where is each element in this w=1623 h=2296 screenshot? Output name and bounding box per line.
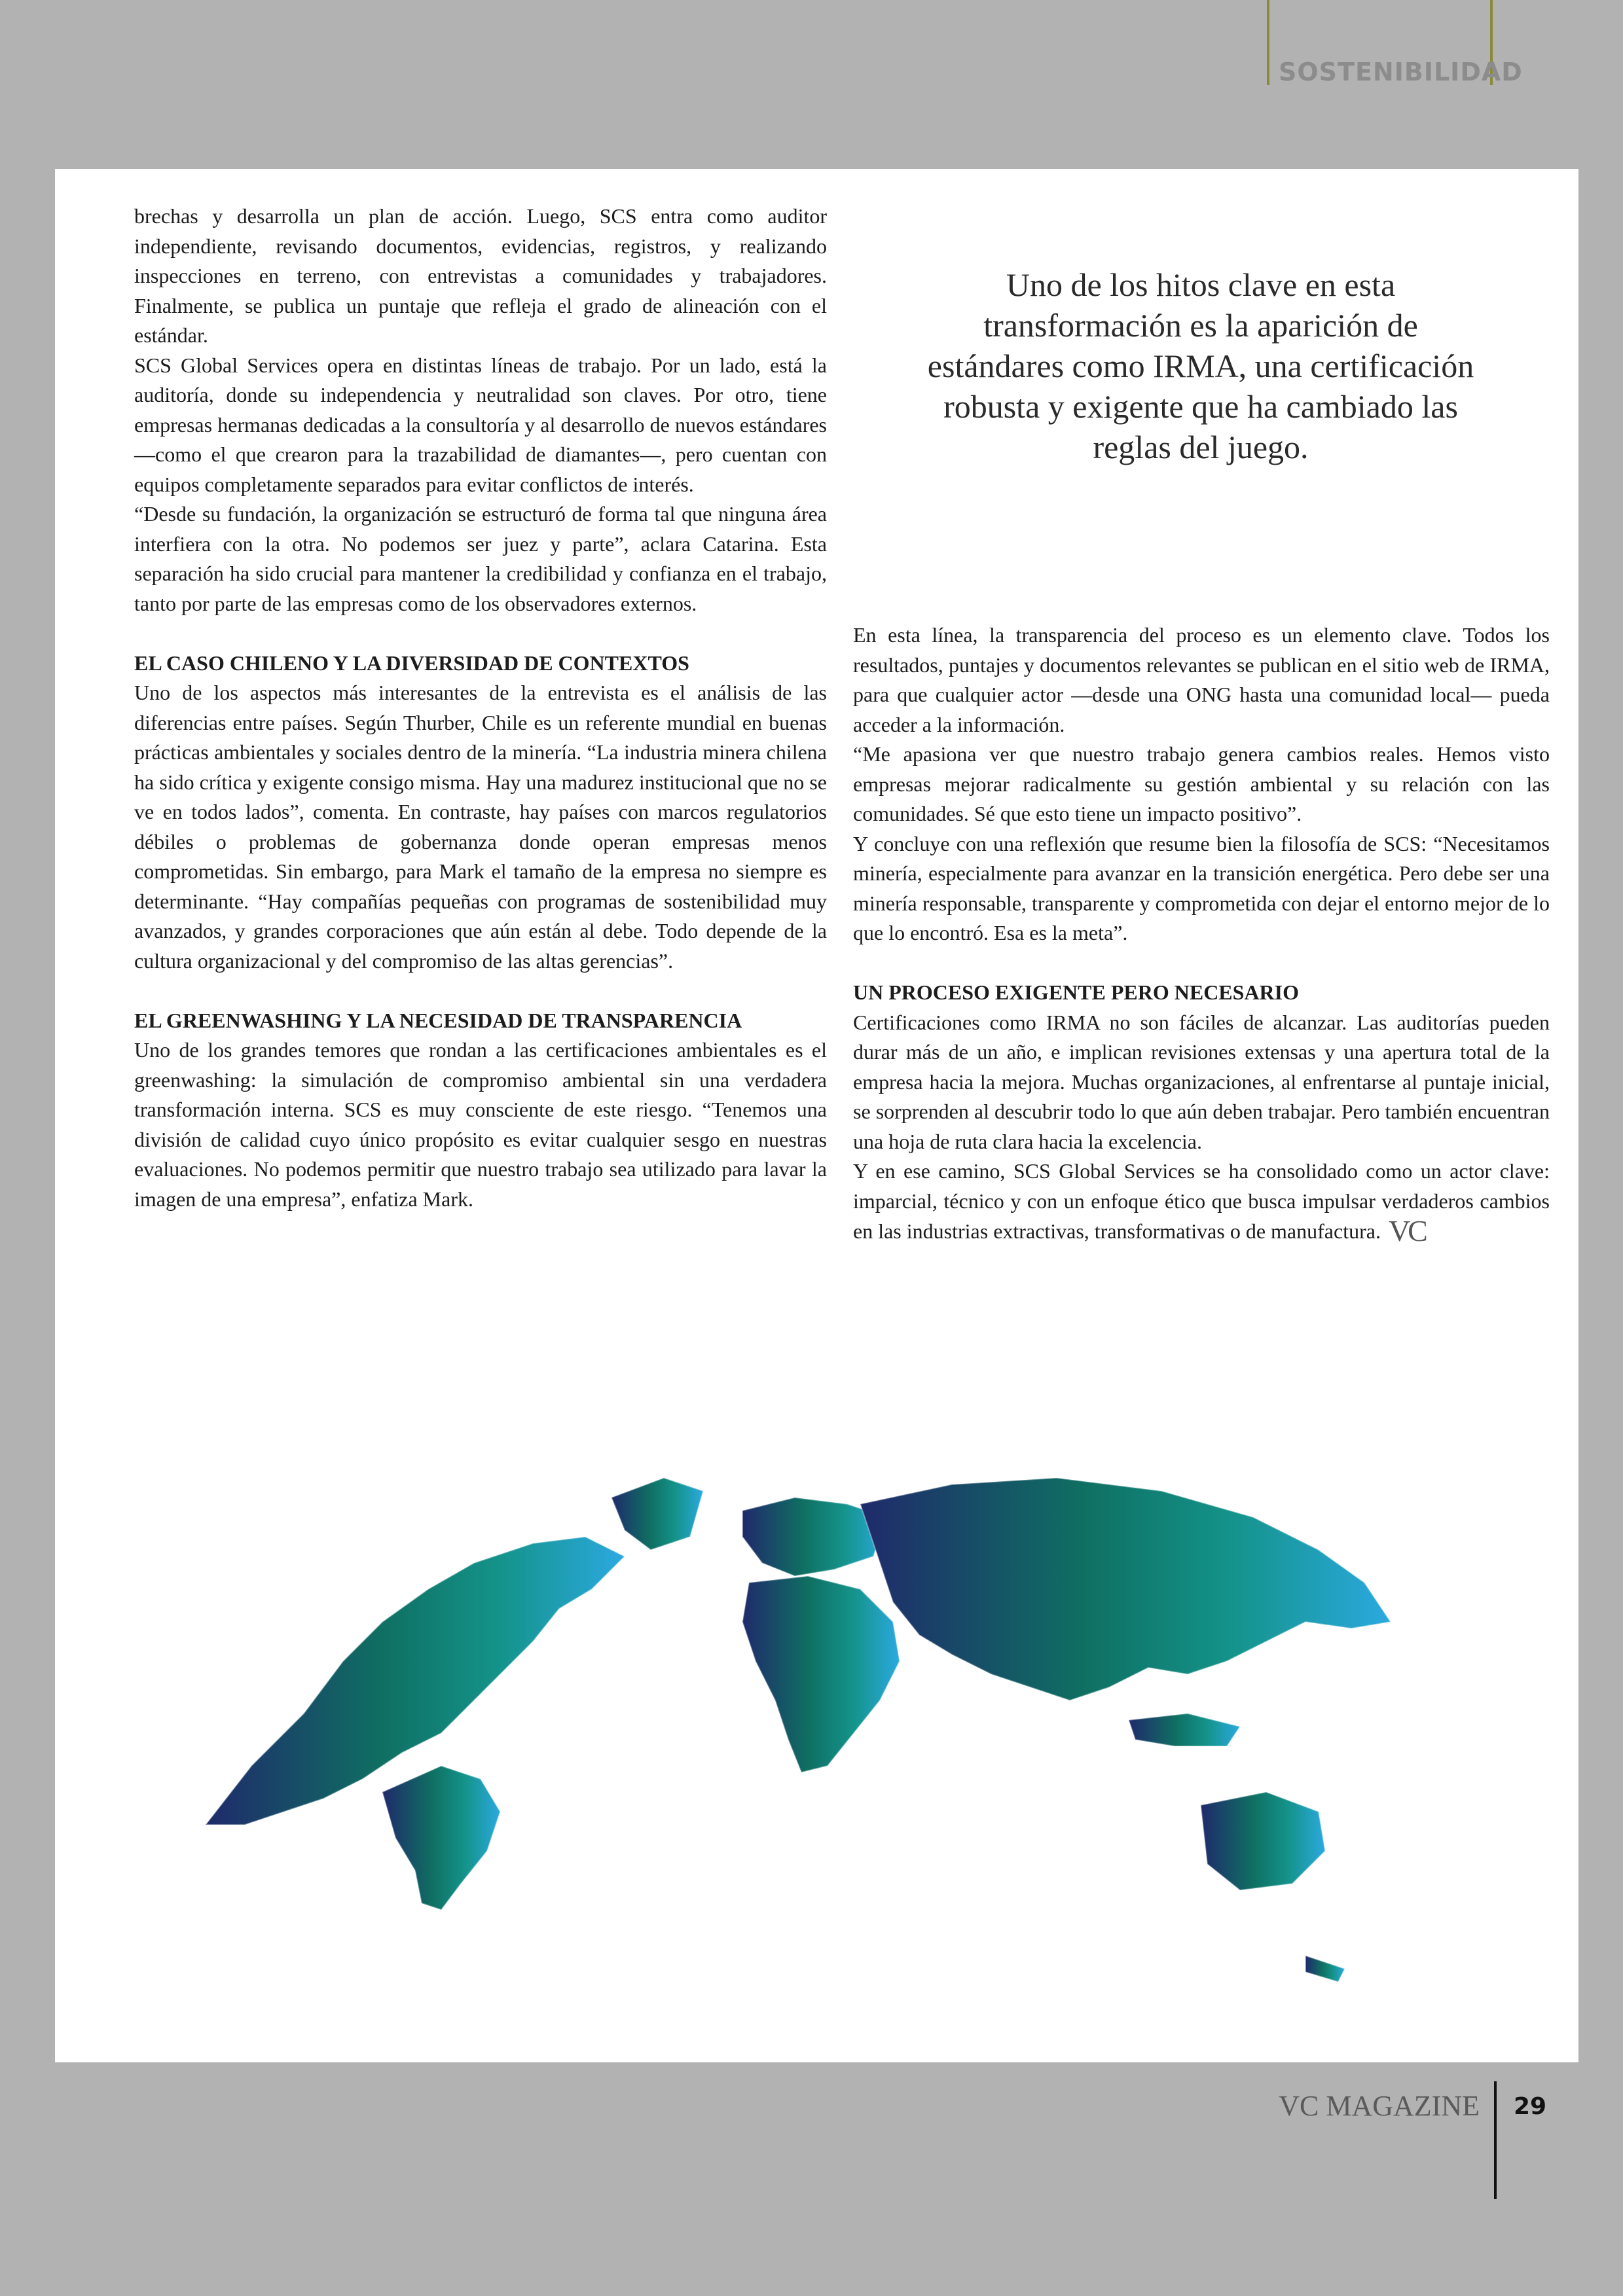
section-heading: EL CASO CHILENO Y LA DIVERSIDAD DE CONTEXTOS xyxy=(134,651,689,675)
article-page xyxy=(55,169,1578,2062)
paragraph: Uno de los aspectos más interesantes de la entrevista es el análisis de las diferencias entre países. Según Thurber, Chile es un referente mundial en buenas prácticas ambientales y sociales dentro de la minería. “La industria minera chilena ha sido crítica y exigente consigo misma. Hay una madurez institucional que no se ve en todos lados”, comenta. En contraste, hay países con marcos regulatorios débiles o problemas de gobernanza donde operan empresas menos comprometidas. Sin embargo, para Mark el tamaño de la empresa no siempre es determinante. “Hay compañías pequeñas con programas de sostenibilidad muy avanzados, y grandes corporaciones que aún están al debe. Todo depende de la cultura organizacional y del compromiso de las altas gerencias”. xyxy=(134,681,827,973)
pull-quote: Uno de los hitos clave en esta transformación es la aparición de estándares como IRMA, una certificación robusta y exigente que ha cambiado las reglas del juego. xyxy=(927,266,1474,465)
paragraph: “Me apasiona ver que nuestro trabajo genera cambios reales. Hemos visto empresas mejorar radicalmente su gestión ambiental y su relación con las comunidades. Sé que esto tiene un impacto positivo”. xyxy=(853,742,1550,825)
section-heading: UN PROCESO EXIGENTE PERO NECESARIO xyxy=(853,980,1299,1004)
australia-shape xyxy=(1201,1792,1325,1890)
paragraph: SCS Global Services opera en distintas líneas de trabajo. Por un lado, está la auditoría, donde su independencia y neutralidad son claves. Por otro, tiene empresas hermanas dedicadas a la consultoría y al desarrollo de nuevos estándares —como el que crearon para la trazabilidad de diamantes—, pero cuentan con equipos completamente separados para evitar conflictos de interés. xyxy=(134,353,827,496)
paragraph: Uno de los grandes temores que rondan a las certificaciones ambientales es el greenwashing: la simulación de compromiso ambiental sin una verdadera transformación interna. SCS es muy consciente de este riesgo. “Tenemos una división de calidad cuyo único propósito es evitar cualquier sesgo en nuestras evaluaciones. No podemos permitir que nuestro trabajo sea utilizado para lavar la imagen de una empresa”, enfatiza Mark. xyxy=(134,1038,827,1211)
section-label: SOSTENIBILIDAD xyxy=(1279,58,1523,86)
south-america-shape xyxy=(382,1766,500,1910)
left-column xyxy=(134,202,827,1214)
greenland-shape xyxy=(611,1478,703,1550)
right-column xyxy=(853,620,1550,1247)
indonesia-shape xyxy=(1129,1713,1240,1746)
magazine-name: VC MAGAZINE xyxy=(1279,2090,1480,2122)
paragraph: brechas y desarrolla un plan de acción. Luego, SCS entra como auditor independiente, revisando documentos, evidencias, registros, y realizando inspecciones en terreno, con entrevistas a comunidades y trabajadores. Finalmente, se publica un puntaje que refleja el grado de alineación con el estándar. xyxy=(134,204,827,347)
africa-shape xyxy=(742,1576,900,1772)
asia-shape xyxy=(860,1478,1391,1700)
vc-end-mark: VC xyxy=(1388,1214,1425,1247)
paragraph: “Desde su fundación, la organización se estructuró de forma tal que ninguna área interfiera con la otra. No podemos ser juez y parte”, aclara Catarina. Esta separación ha sido crucial para mantener la credibilidad y confianza en el trabajo, tanto por parte de las empresas como de los observadores externos. xyxy=(134,502,827,615)
world-map-illustration xyxy=(166,1426,1508,2047)
section-heading: EL GREENWASHING Y LA NECESIDAD DE TRANSPARENCIA xyxy=(134,1008,742,1032)
paragraph: En esta línea, la transparencia del proceso es un elemento clave. Todos los resultados, puntajes y documentos relevantes se publican en el sitio web de IRMA, para que cualquier actor —desde una ONG hasta una comunidad local— pueda acceder a la información. xyxy=(853,623,1550,736)
new-zealand-shape xyxy=(1305,1956,1345,1982)
paragraph: Certificaciones como IRMA no son fáciles de alcanzar. Las auditorías pueden durar más de un año, e implican revisiones extensas y una apertura total de la empresa hacia la mejora. Muchas organizaciones, al enfrentarse al puntaje inicial, se sorprenden al descubrir todo lo que aún deben trabajar. Pero también encuentran una hoja de ruta clara hacia la excelencia. xyxy=(853,1010,1550,1153)
paragraph: Y en ese camino, SCS Global Services se ha consolidado como un actor clave: imparcial, técnico y con un enfoque ético que busca impulsar verdaderos cambios en las industrias extractivas, transformativas o de manufactura. xyxy=(853,1159,1550,1243)
footer-divider xyxy=(1494,2081,1497,2199)
paragraph: Y concluye con una reflexión que resume bien la filosofía de SCS: “Necesitamos minería, especialmente para avanzar en la transición energética. Pero debe ser una minería responsable, transparente y comprometida con dejar el entorno mejor de lo que lo encontró. Esa es la meta”. xyxy=(853,831,1550,944)
page-number: 29 xyxy=(1514,2093,1547,2120)
section-tag xyxy=(1267,0,1523,86)
